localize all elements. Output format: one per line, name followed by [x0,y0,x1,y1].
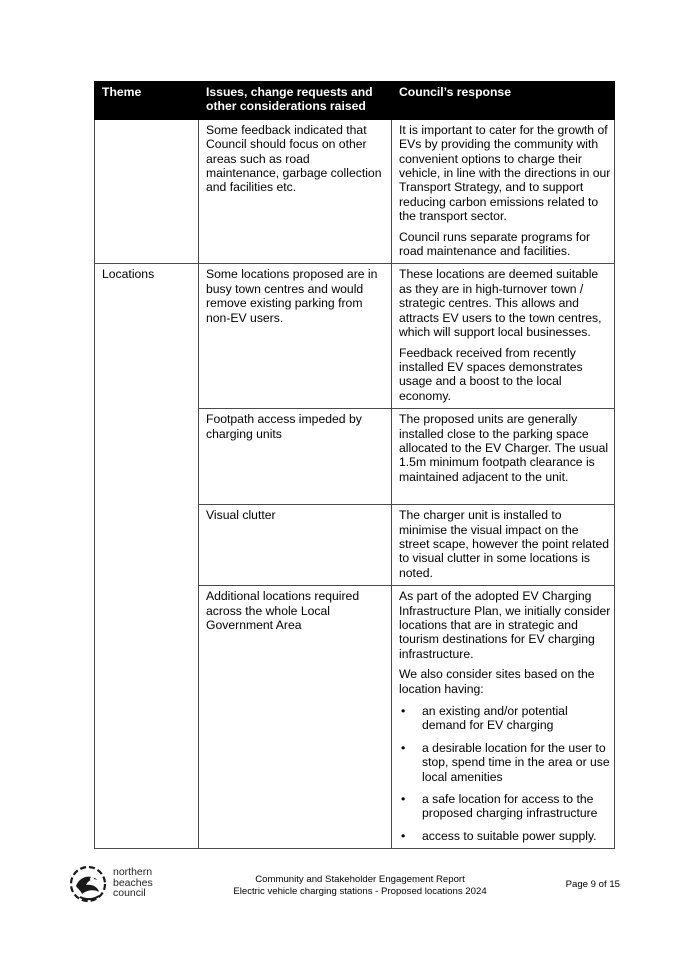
list-item [399,741,612,784]
list-item-text: a desirable location for the user to stop, spend time in the area or use local amenities [422,740,610,784]
issue-cell: Visual clutter [199,505,392,586]
response-paragraph: Council runs separate programs for road maintenance and facilities. [399,229,591,259]
footer-report-subtitle: Electric vehicle charging stations - Proposed locations 2024 [233,885,487,897]
header-response: Council’s response [392,82,615,120]
theme-cell: Locations [95,264,199,409]
northern-beaches-logo-icon [68,864,108,904]
table-header-row [95,82,615,120]
theme-cell [95,119,199,264]
header-theme: Theme [95,82,199,120]
header-issues: Issues, change requests and other considerations raised [199,82,392,120]
theme-cell [95,586,199,849]
list-item [399,704,612,733]
response-cell [392,586,615,849]
logo-graphic [68,864,108,904]
logo-line: beaches [113,876,153,889]
logo-line: northern [113,866,153,878]
response-paragraph: The proposed units are generally installed close to the parking space allocated to the EV Charger. The usual 1.5m minimum footpath clearance is maintained adjacent to the unit. [399,412,609,484]
table-row [95,119,615,264]
response-cell [392,409,615,505]
issue-cell: Additional locations required across the whole Local Government Area [199,586,392,849]
footer-report-info [200,874,520,897]
table-row [95,409,615,505]
bullet-icon: • [401,792,406,807]
issue-cell: Footpath access impeded by charging units [199,409,392,505]
list-item [399,829,612,843]
response-cell [392,119,615,264]
issue-cell: Some feedback indicated that Council should focus on other areas such as road maintenance, garbage collection and facilities etc. [199,119,392,264]
response-paragraph: As part of the adopted EV Charging Infrastructure Plan, we initially consider locations that are in strategic and tourism destinations for EV charging infrastructure. [399,589,611,661]
response-paragraph: Feedback received from recently installed EV spaces demonstrates usage and a boost to the local economy. [399,345,583,403]
list-item-text: access to suitable power supply. [422,828,597,843]
response-paragraph: It is important to cater for the growth of EVs by providing the community with convenient options to charge their vehicle, in line with the directions in our Transport Strategy, and to support reducing carbon emissions related to the transport sector. [399,122,611,224]
logo-line: council [113,887,146,899]
response-cell [392,505,615,586]
logo-wordmark [113,867,153,899]
issue-cell: Some locations proposed are in busy town centres and would remove existing parking from non-EV users. [199,264,392,409]
bullet-icon: • [401,828,406,843]
response-table [94,81,615,849]
list-item-text: an existing and/or potential demand for EV charging [422,704,568,733]
table-row [95,505,615,586]
theme-cell [95,409,199,505]
response-cell [392,264,615,409]
bullet-list [399,704,612,843]
response-paragraph: The charger unit is installed to minimise the visual impact on the street scape, however the point related to visual clutter in some locations is noted. [399,508,610,580]
table-row [95,264,615,409]
page-number: Page 9 of 15 [565,879,620,890]
bullet-icon: • [401,740,406,755]
list-item-text: a safe location for access to the proposed charging infrastructure [422,792,598,821]
footer-report-title: Community and Stakeholder Engagement Report [255,874,465,885]
response-paragraph: These locations are deemed suitable as they are in high-turnover town / strategic centres. This allows and attracts EV users to the town centres, which will support local businesses. [399,267,602,340]
list-item [399,792,612,821]
bullet-icon: • [401,704,406,718]
table-row [95,586,615,849]
response-paragraph: We also consider sites based on the location having: [399,667,595,696]
theme-cell [95,505,199,586]
